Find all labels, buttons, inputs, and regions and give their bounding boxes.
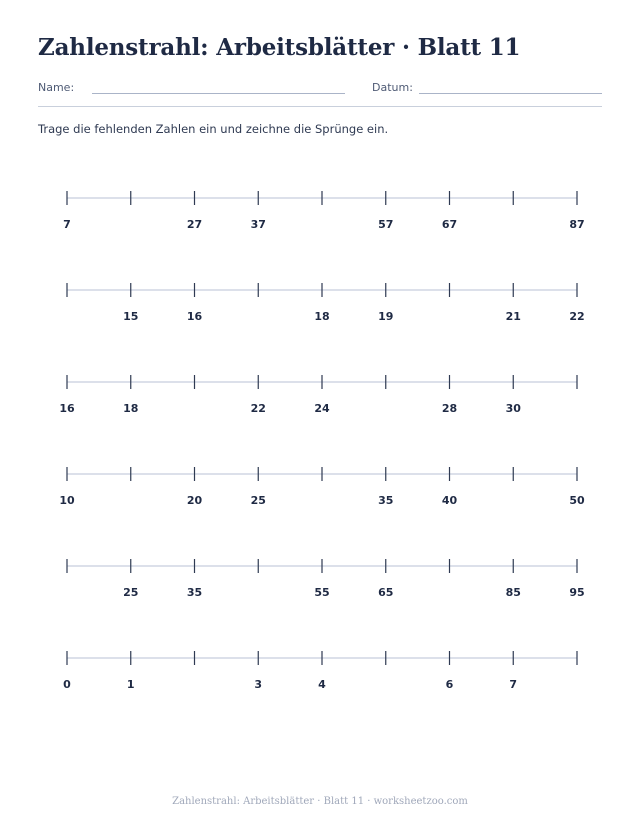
number-line bbox=[59, 467, 585, 507]
number-line-label: 22 bbox=[569, 310, 585, 323]
number-line-label: 40 bbox=[441, 494, 458, 507]
number-line-label: 25 bbox=[250, 494, 266, 507]
number-line-label: 4 bbox=[318, 678, 326, 691]
number-line-label: 7 bbox=[509, 678, 518, 691]
number-line-label: 1 bbox=[126, 678, 135, 691]
number-line-label: 50 bbox=[569, 494, 585, 507]
number-line bbox=[63, 191, 584, 231]
number-line-label: 15 bbox=[123, 310, 139, 323]
number-line-label: 30 bbox=[505, 402, 521, 415]
number-line bbox=[67, 283, 585, 323]
number-line-label: 16 bbox=[186, 310, 203, 323]
number-line-label: 21 bbox=[505, 310, 521, 323]
number-line-label: 22 bbox=[250, 402, 266, 415]
number-line bbox=[59, 375, 577, 415]
number-line-label: 65 bbox=[378, 586, 394, 599]
number-line-label: 19 bbox=[378, 310, 394, 323]
number-line bbox=[63, 651, 577, 691]
number-line-label: 27 bbox=[186, 218, 203, 231]
number-line-label: 57 bbox=[378, 218, 394, 231]
number-line-label: 95 bbox=[569, 586, 585, 599]
number-line-label: 37 bbox=[250, 218, 266, 231]
number-line-label: 87 bbox=[569, 218, 585, 231]
number-line-label: 6 bbox=[445, 678, 454, 691]
date-label: Datum: bbox=[372, 81, 413, 94]
instruction-text: Trage die fehlenden Zahlen ein und zeichne die Sprünge ein. bbox=[38, 122, 389, 136]
number-line-label: 3 bbox=[254, 678, 263, 691]
number-line-label: 28 bbox=[441, 402, 458, 415]
number-line-label: 7 bbox=[63, 218, 71, 231]
number-line-label: 0 bbox=[63, 678, 71, 691]
number-line-label: 16 bbox=[59, 402, 75, 415]
worksheet-title: Zahlenstrahl: Arbeitsblätter · Blatt 11 bbox=[38, 34, 521, 61]
number-line-label: 25 bbox=[123, 586, 139, 599]
number-line-label: 85 bbox=[505, 586, 521, 599]
number-line bbox=[67, 559, 585, 599]
number-line-label: 35 bbox=[378, 494, 394, 507]
number-line-label: 18 bbox=[314, 310, 330, 323]
number-line-label: 18 bbox=[123, 402, 139, 415]
number-line-label: 10 bbox=[59, 494, 75, 507]
number-line-label: 67 bbox=[441, 218, 458, 231]
number-line-label: 24 bbox=[314, 402, 330, 415]
name-label: Name: bbox=[38, 81, 75, 94]
page-footer: Zahlenstrahl: Arbeitsblätter · Blatt 11 · worksheetzoo.com bbox=[172, 796, 468, 807]
number-line-label: 20 bbox=[186, 494, 203, 507]
number-line-label: 35 bbox=[186, 586, 203, 599]
number-line-label: 55 bbox=[314, 586, 330, 599]
